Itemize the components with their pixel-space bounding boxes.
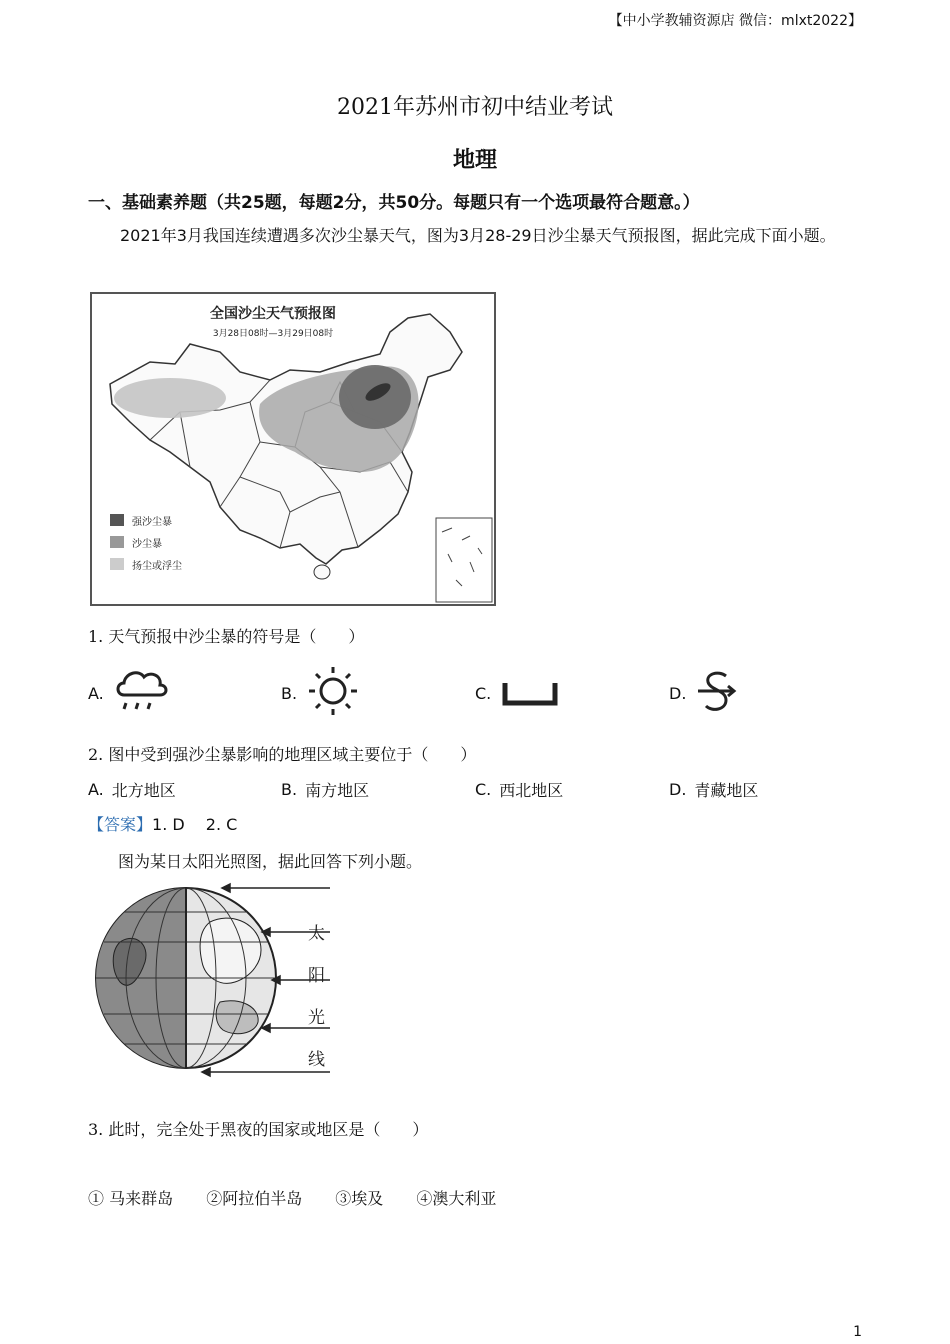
q1-option-b[interactable] [281, 666, 361, 720]
q3-choice-3[interactable]: ③埃及 [335, 1189, 384, 1208]
answer-tag: 【答案】 [88, 815, 153, 834]
q1-option-c-letter: C. [475, 683, 492, 703]
question-3: 3. 此时，完全处于黑夜的国家或地区是（ ） [88, 1120, 429, 1139]
header-note: 【中小学教辅资源店 微信：mlxt2022】 [608, 13, 862, 29]
q2-option-b-letter: B. [281, 780, 298, 799]
legend-label-dust: 沙尘暴 [132, 539, 162, 550]
sandstorm-symbol-icon [694, 668, 740, 718]
sunlight-label-1: 太 [308, 924, 325, 944]
q2-option-a-letter: A. [88, 780, 104, 799]
question-intro-2: 图为某日太阳光照图，据此回答下列小题。 [118, 852, 423, 871]
q2-option-c-label: 西北地区 [499, 781, 564, 800]
legend-swatch-floating [110, 558, 124, 570]
page-number: 1 [853, 1324, 862, 1340]
q2-option-b-label: 南方地区 [305, 781, 370, 800]
map-title: 全国沙尘天气预报图 [210, 306, 336, 322]
q2-option-a-label: 北方地区 [111, 781, 176, 800]
q2-option-d-label: 青藏地区 [694, 781, 759, 800]
sunlight-globe-figure [90, 882, 336, 1078]
q2-option-c-letter: C. [475, 780, 492, 799]
q1-option-c[interactable] [475, 666, 561, 720]
q1-option-a-letter: A. [88, 683, 104, 703]
sunlight-label-3: 光 [308, 1008, 325, 1028]
sunlight-label-4: 线 [308, 1050, 325, 1070]
legend-swatch-strong [110, 514, 124, 526]
subject-heading: 地理 [452, 147, 497, 173]
rain-cloud-icon [112, 665, 172, 721]
question-3-choices [88, 1186, 524, 1209]
q2-option-c[interactable] [475, 778, 563, 801]
answer-line [88, 812, 237, 835]
q2-option-d[interactable] [669, 778, 758, 801]
question-1-options [88, 666, 868, 720]
q1-option-d[interactable] [669, 666, 740, 720]
q1-option-b-letter: B. [281, 683, 298, 703]
q2-option-d-letter: D. [669, 780, 687, 799]
bracket-symbol-icon [499, 671, 561, 715]
map-subtitle: 3月28日08时—3月29日08时 [212, 329, 334, 339]
question-intro: 2021年3月我国连续遭遇多次沙尘暴天气，图为3月28-29日沙尘暴天气预报图，据此完成下面小题。 [120, 226, 836, 245]
q2-option-b[interactable] [281, 778, 369, 801]
q3-choice-4[interactable]: ④澳大利亚 [416, 1189, 497, 1208]
dust-forecast-map [90, 292, 496, 606]
exam-title: 2021年苏州市初中结业考试 [337, 95, 613, 120]
q1-option-d-letter: D. [669, 683, 687, 703]
sunlight-label-2: 阳 [308, 966, 325, 986]
legend-swatch-dust [110, 536, 124, 548]
sun-icon [305, 663, 361, 723]
legend-label-strong: 强沙尘暴 [132, 517, 172, 528]
q1-option-a[interactable] [88, 666, 172, 720]
section-heading: 一、基础素养题（共25题，每题2分，共50分。每题只有一个选项最符合题意。） [88, 193, 700, 213]
q2-option-a[interactable] [88, 778, 176, 801]
legend-label-floating: 扬尘或浮尘 [132, 561, 182, 572]
answer-text: 1. D 2. C [152, 815, 238, 834]
question-2: 2. 图中受到强沙尘暴影响的地理区域主要位于（ ） [88, 745, 477, 764]
q3-choice-1[interactable]: ① 马来群岛 [88, 1189, 174, 1208]
q3-choice-2[interactable]: ②阿拉伯半岛 [206, 1189, 303, 1208]
question-1: 1. 天气预报中沙尘暴的符号是（ ） [88, 627, 365, 646]
question-2-options [88, 778, 868, 802]
